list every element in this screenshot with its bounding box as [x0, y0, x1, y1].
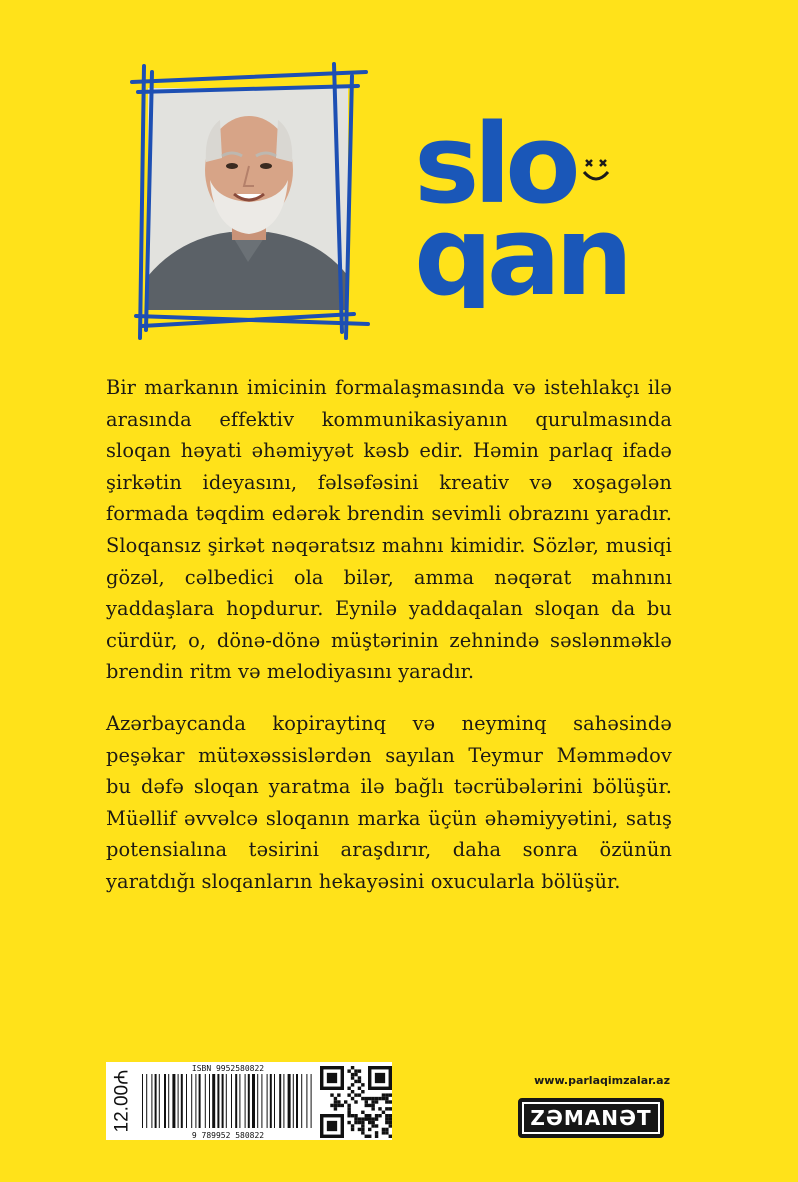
description-paragraph: Azərbaycanda kopiraytinq və neyminq sahəsində peşəkar mütəxəssislərdən sayılan Teymur Məmmədov bu dəfə sloqan yaratma ilə bağlı təcrübələrini bölüşür. Müəllif əvvəlcə sloqanın marka üçün əhəmiyyətini, satış potensialına təsirini araşdırır, daha sonra özünün yaratdığı sloqanların hekayəsini oxucularla bölüşür.: [106, 711, 672, 893]
price-label: 12.00₼: [111, 1069, 132, 1133]
isbn-barcode: [136, 1062, 320, 1140]
logo-line-2: qan: [414, 192, 628, 308]
book-title-logo: [412, 112, 652, 308]
logo-line-1: slo: [414, 112, 575, 228]
qr-code[interactable]: [320, 1066, 392, 1138]
publisher-logo: ZƏMANƏT: [518, 1098, 664, 1138]
book-description: [106, 372, 672, 918]
barcode-digits: 9 789952 580822: [191, 1131, 265, 1140]
author-photo: [130, 62, 370, 340]
smiley-icon: [578, 152, 614, 188]
publisher-website[interactable]: www.parlaqimzalar.az: [534, 1074, 670, 1087]
description-paragraph: Bir markanın imicinin formalaşmasında və istehlakçı ilə arasında effektiv kommunikasiyanın qurulmasında sloqan həyati əhəmiyyət kəsb edir. Həmin parlaq ifadə şirkətin ideyasını, fəlsəfəsini kreativ və xoşagələn formada təqdim edərək brendin sevimli obrazını yaradır. Sloqansız şirkət nəqəratsız mahnı kimidir. Sözlər, musiqi gözəl, cəlbedici ola bilər, amma nəqərat mahnını yaddaşlara hopdurur. Eynilə yaddaqalan sloqan da bu cürdür, o, dönə-dönə müştərinin zehnində səslənməklə brendin ritm və melodiyasını yaradır.: [106, 376, 672, 684]
isbn-label: ISBN 9952580822: [191, 1064, 265, 1073]
